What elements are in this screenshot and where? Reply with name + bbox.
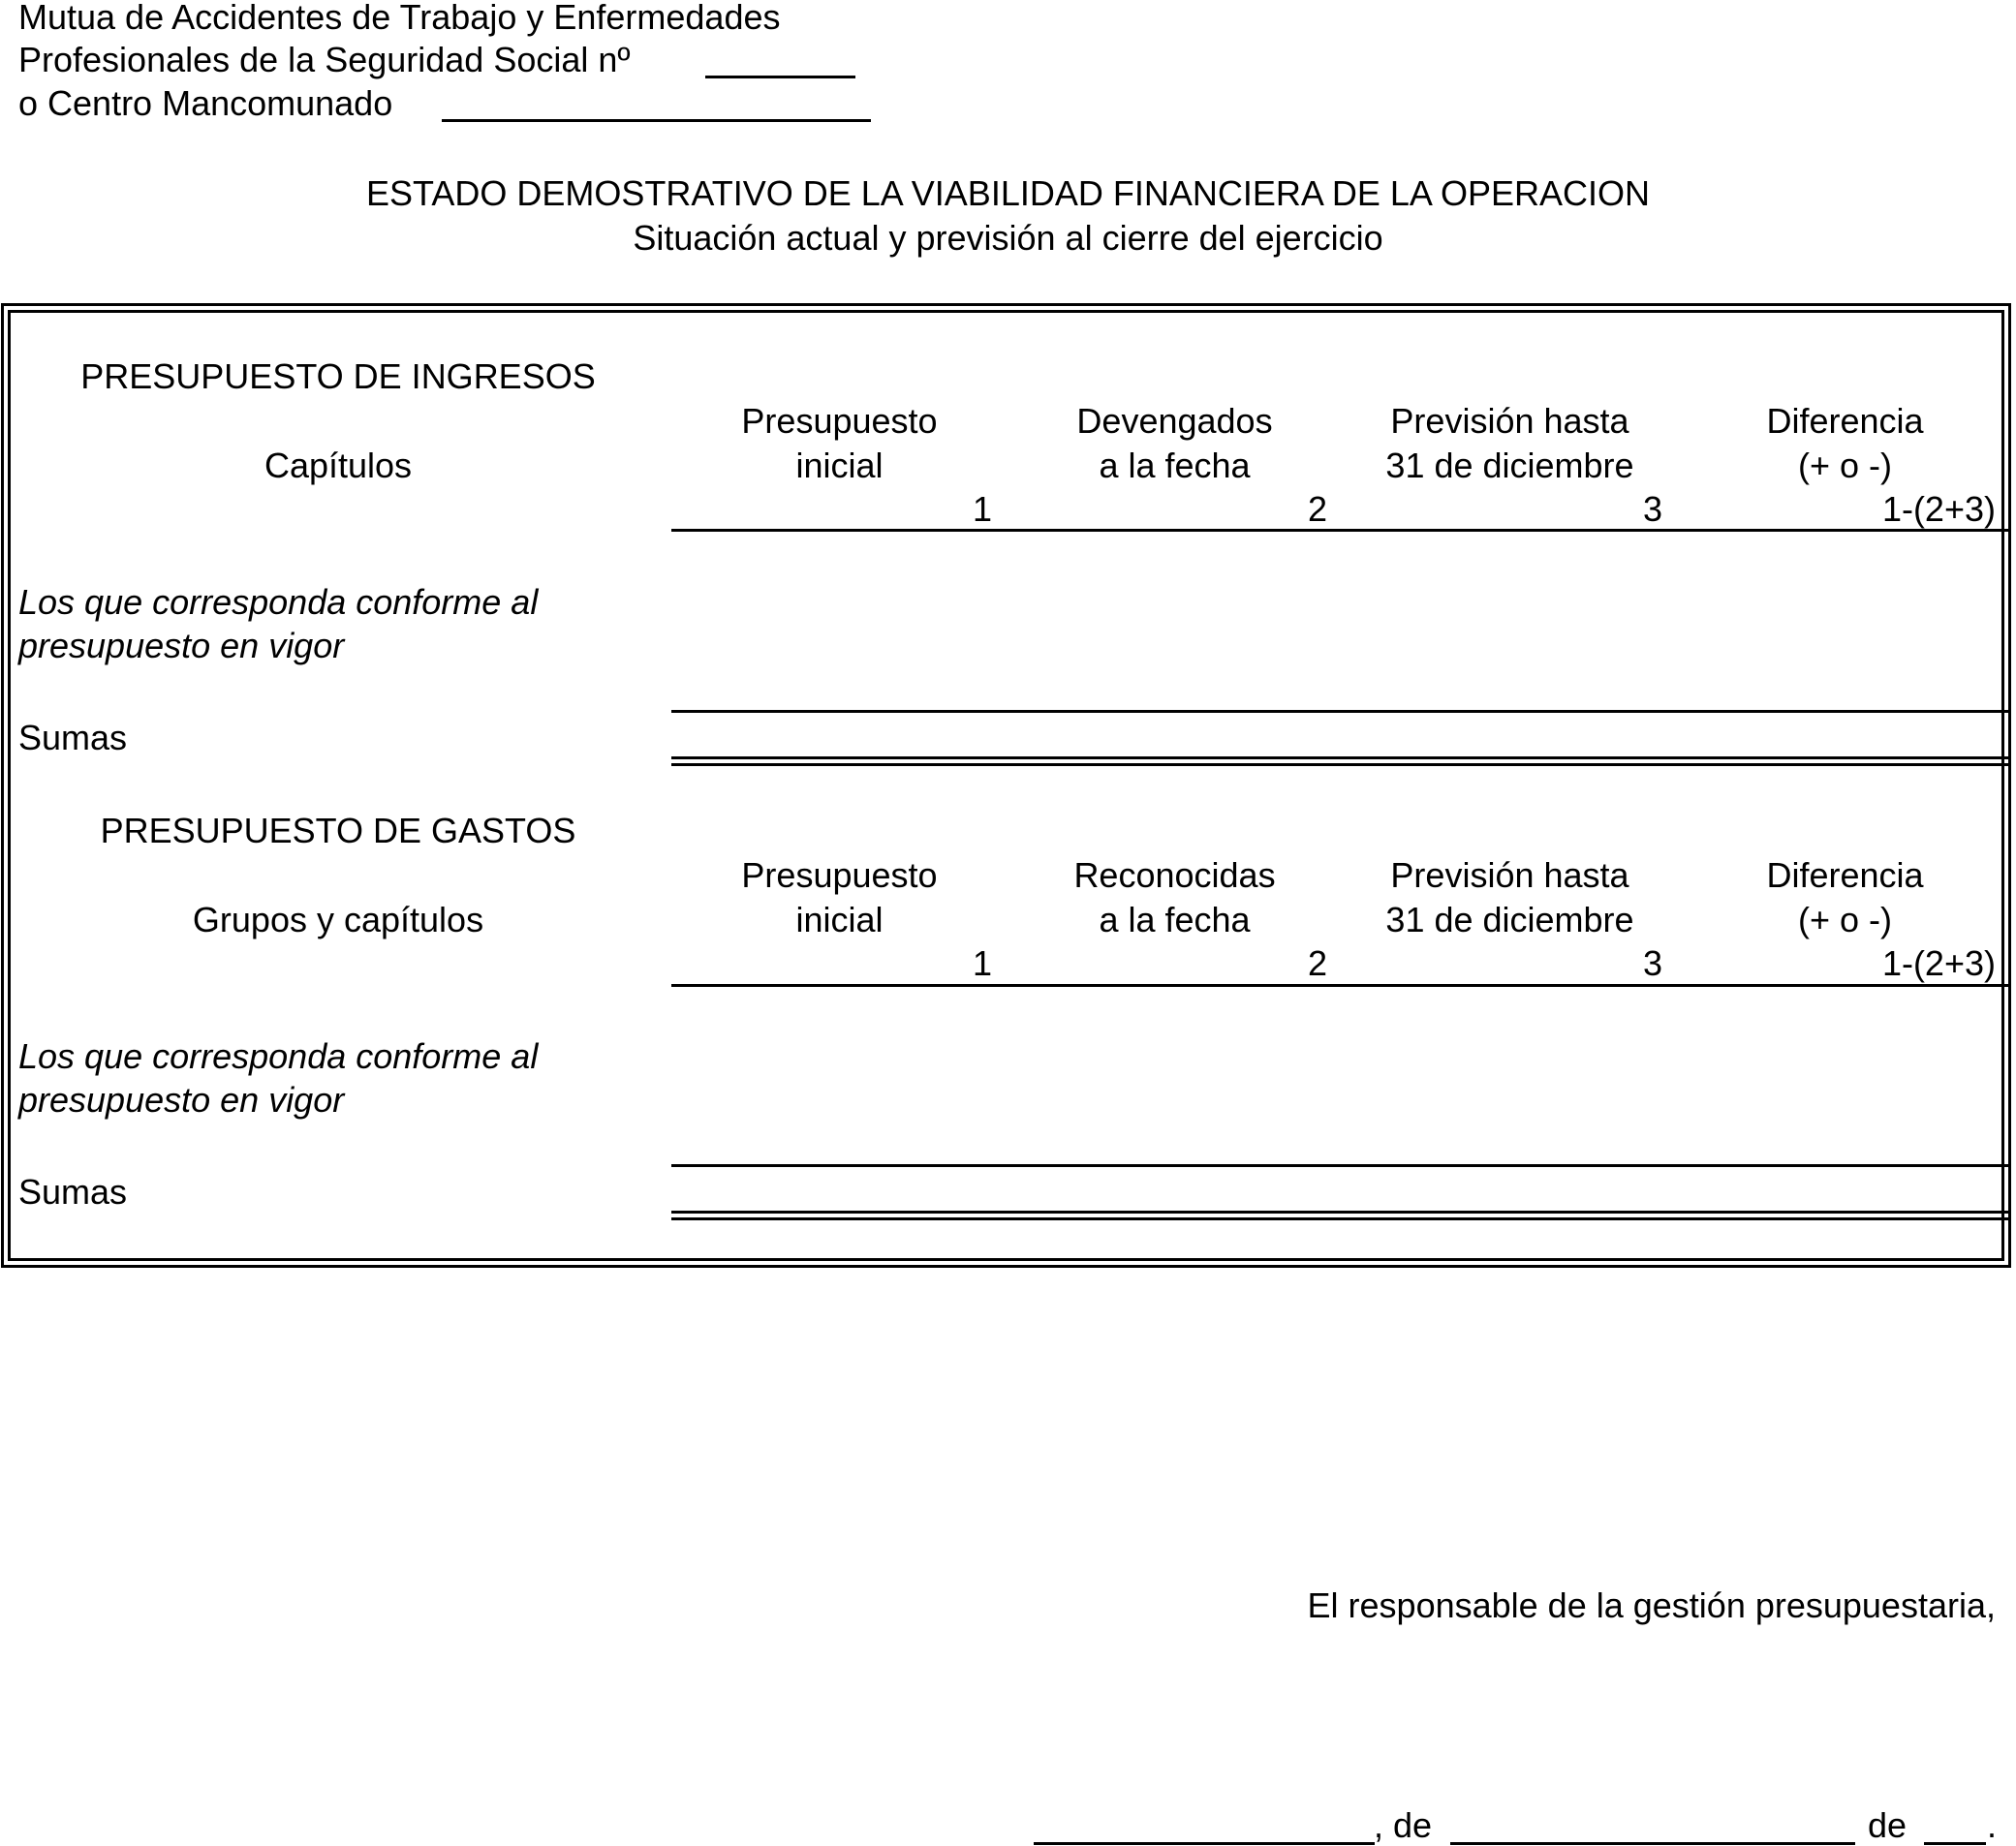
- gastos-col1-header-line1: Presupuesto: [741, 855, 938, 895]
- ingresos-sum-rule-bottom-1: [671, 756, 2011, 759]
- ingresos-col4-header-line1: Diferencia: [1766, 401, 1924, 441]
- ingresos-col2-header-line1: Devengados: [1076, 401, 1273, 441]
- ingresos-col3-number: 3: [1642, 489, 1662, 529]
- gastos-row-header: Grupos y capítulos: [192, 900, 484, 939]
- ingresos-row-text-line2: presupuesto en vigor: [18, 626, 345, 665]
- entity-line-3: o Centro Mancomunado: [18, 83, 393, 123]
- ingresos-col1-header-line2: inicial: [795, 446, 884, 485]
- gastos-col2-header-line1: Reconocidas: [1073, 855, 1276, 895]
- ingresos-col3-header-line1: Previsión hasta: [1390, 401, 1629, 441]
- ingresos-col2-header-line2: a la fecha: [1099, 446, 1251, 485]
- ingresos-col4-number: 1-(2+3): [1881, 489, 1996, 529]
- date-place-field[interactable]: [1034, 1842, 1375, 1845]
- ingresos-row-header: Capítulos: [264, 446, 413, 485]
- gastos-row-text-line2: presupuesto en vigor: [18, 1080, 345, 1120]
- gastos-sum-rule-bottom-2: [671, 1217, 2011, 1220]
- entity-line-1: Mutua de Accidentes de Trabajo y Enfermedades: [18, 0, 781, 37]
- gastos-col1-header-line2: inicial: [795, 900, 884, 939]
- gastos-col2-number: 2: [1307, 943, 1327, 983]
- ingresos-sum-rule-bottom-2: [671, 763, 2011, 766]
- ingresos-sums-label: Sumas: [18, 718, 128, 757]
- ingresos-col1-number: 1: [972, 489, 992, 529]
- gastos-sum-rule-top: [671, 1164, 2011, 1167]
- ingresos-row-text-line1: Los que corresponda conforme al: [18, 582, 539, 622]
- gastos-header-rule: [671, 984, 2011, 987]
- date-month-field[interactable]: [1450, 1842, 1855, 1845]
- gastos-col4-header-line2: (+ o -): [1797, 900, 1892, 939]
- gastos-sum-rule-bottom-1: [671, 1211, 2011, 1214]
- document-title: ESTADO DEMOSTRATIVO DE LA VIABILIDAD FINANCIERA DE LA OPERACION: [366, 173, 1650, 213]
- date-de-label-2: de: [1868, 1805, 1907, 1845]
- gastos-col4-header-line1: Diferencia: [1766, 855, 1924, 895]
- date-de-label-1: , de: [1374, 1805, 1433, 1845]
- gastos-col3-header-line2: 31 de diciembre: [1385, 900, 1634, 939]
- centro-mancomunado-field[interactable]: [442, 119, 871, 122]
- gastos-sums-label: Sumas: [18, 1172, 128, 1212]
- ingresos-header-rule: [671, 529, 2011, 532]
- date-year-field[interactable]: [1924, 1842, 1986, 1845]
- ingresos-col3-header-line2: 31 de diciembre: [1385, 446, 1634, 485]
- gastos-col2-header-line2: a la fecha: [1099, 900, 1251, 939]
- date-end-period: .: [1987, 1805, 1998, 1845]
- document-subtitle: Situación actual y previsión al cierre del ejercicio: [633, 218, 1383, 258]
- ingresos-col2-number: 2: [1307, 489, 1327, 529]
- social-security-number-field[interactable]: [705, 76, 855, 78]
- gastos-section-title: PRESUPUESTO DE GASTOS: [100, 811, 576, 850]
- signature-label: El responsable de la gestión presupuestaria,: [1307, 1585, 1996, 1625]
- gastos-row-text-line1: Los que corresponda conforme al: [18, 1036, 539, 1076]
- gastos-col1-number: 1: [972, 943, 992, 983]
- ingresos-col1-header-line1: Presupuesto: [741, 401, 938, 441]
- entity-line-2: Profesionales de la Seguridad Social nº: [18, 40, 631, 79]
- gastos-col3-header-line1: Previsión hasta: [1390, 855, 1629, 895]
- ingresos-col4-header-line2: (+ o -): [1797, 446, 1892, 485]
- gastos-col3-number: 3: [1642, 943, 1662, 983]
- ingresos-sum-rule-top: [671, 710, 2011, 713]
- ingresos-section-title: PRESUPUESTO DE INGRESOS: [80, 356, 596, 396]
- gastos-col4-number: 1-(2+3): [1881, 943, 1996, 983]
